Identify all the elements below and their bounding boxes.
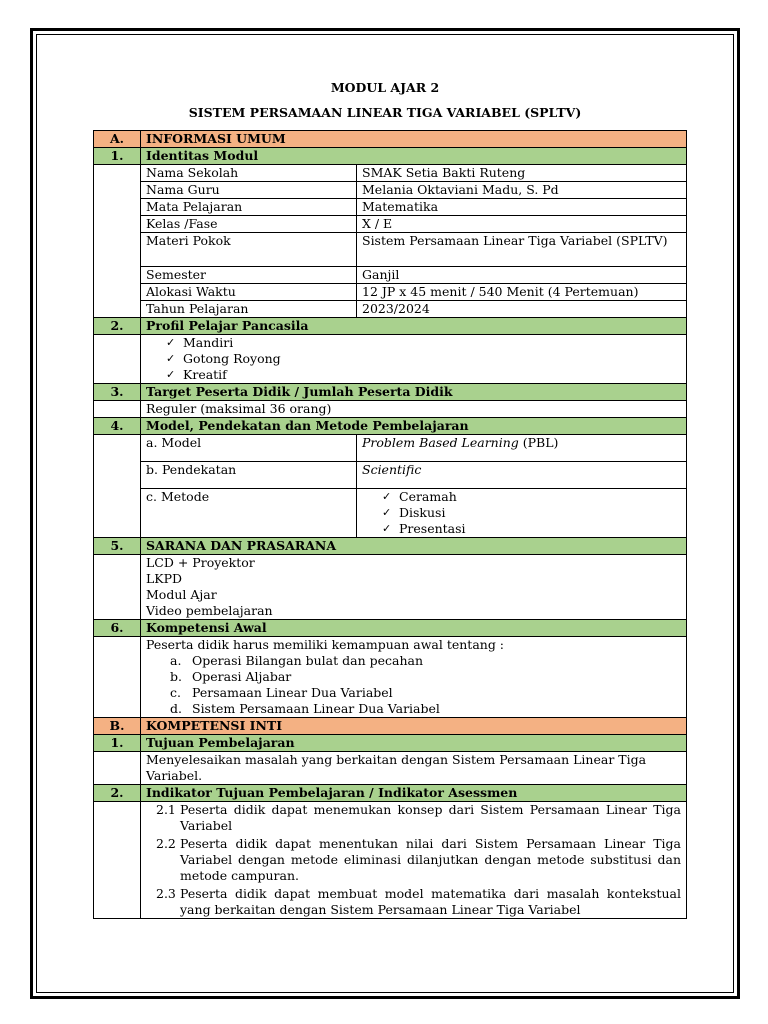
model-row — [94, 435, 687, 462]
subsection-title: Model, Pendekatan dan Metode Pembelajaran — [141, 418, 687, 435]
identitas-row — [94, 233, 687, 267]
profil-header — [94, 318, 687, 335]
list-item: d. Sistem Persamaan Linear Dua Variabel — [170, 701, 440, 716]
subsection-title: Profil Pelajar Pancasila — [141, 318, 687, 335]
indikator-content — [94, 802, 687, 919]
row-value — [357, 435, 687, 462]
subsection-number: 4. — [94, 418, 141, 435]
blank-cell — [94, 401, 141, 418]
subsection-title: Target Peserta Didik / Jumlah Peserta Didik — [141, 384, 687, 401]
row-value: Scientific — [357, 462, 687, 489]
module-subtitle: SISTEM PERSAMAAN LINEAR TIGA VARIABEL (SPLTV) — [188, 105, 582, 120]
identitas-row — [94, 301, 687, 318]
row-label: Kelas /Fase — [141, 216, 357, 233]
sarana-content — [94, 555, 687, 620]
subsection-title: Identitas Modul — [141, 148, 687, 165]
list-item: 2.2 Peserta didik dapat menentukan nilai dari Sistem Persamaan Linear Tiga Variabel dengan metode eliminasi dilanjutkan dengan metode substitusi dan metode campuran. — [156, 836, 681, 883]
sarana-header — [94, 538, 687, 555]
row-value: Ganjil — [357, 267, 687, 284]
indikator-header — [94, 785, 687, 802]
section-a-header — [94, 131, 687, 148]
blank-cell — [94, 752, 141, 785]
subsection-number: 5. — [94, 538, 141, 555]
target-text: Reguler (maksimal 36 orang) — [141, 401, 687, 418]
tujuan-content — [94, 752, 687, 785]
row-label: Tahun Pelajaran — [141, 301, 357, 318]
list-item: a. Operasi Bilangan bulat dan pecahan — [170, 653, 424, 668]
identitas-row — [94, 182, 687, 199]
row-value: 12 JP x 45 menit / 540 Menit (4 Pertemuan) — [357, 284, 687, 301]
blank-cell — [94, 555, 141, 620]
row-value: Matematika — [357, 199, 687, 216]
list-item: c. Persamaan Linear Dua Variabel — [170, 685, 393, 700]
list-item: ✓ Presentasi — [382, 521, 681, 537]
blank-cell — [94, 165, 141, 318]
subsection-title: Kompetensi Awal — [141, 620, 687, 637]
list-item: ✓ Gotong Royong — [166, 351, 681, 367]
row-label: Materi Pokok — [141, 233, 357, 267]
row-label: Nama Sekolah — [141, 165, 357, 182]
intro-text: Peserta didik harus memiliki kemampuan awal tentang : — [146, 637, 505, 652]
tujuan-text: Menyelesaikan masalah yang berkaitan dengan Sistem Persamaan Linear Tiga Variabel. — [141, 752, 687, 785]
indikator-list — [146, 802, 681, 918]
module-title: MODUL AJAR 2 — [330, 80, 440, 95]
list-item: 2.1 Peserta didik dapat menemukan konsep dari Sistem Persamaan Linear Tiga Variabel — [156, 802, 681, 833]
list-item: ✓ Mandiri — [166, 335, 681, 351]
subsection-title: Tujuan Pembelajaran — [141, 735, 687, 752]
pendekatan-row — [94, 462, 687, 489]
subsection-number: 3. — [94, 384, 141, 401]
identitas-header — [94, 148, 687, 165]
kompetensi-awal-header — [94, 620, 687, 637]
row-label: Nama Guru — [141, 182, 357, 199]
list-item: LCD + Proyektor — [146, 555, 255, 570]
list-item: ✓ Kreatif — [166, 367, 681, 383]
kompetensi-list — [146, 653, 681, 717]
section-number: A. — [94, 131, 141, 148]
subsection-number: 2. — [94, 785, 141, 802]
row-value: 2023/2024 — [357, 301, 687, 318]
list-item: b. Operasi Aljabar — [170, 669, 292, 684]
tujuan-header — [94, 735, 687, 752]
list-item: ✓ Diskusi — [382, 505, 681, 521]
blank-cell — [94, 335, 141, 384]
subsection-title: Indikator Tujuan Pembelajaran / Indikator Asessmen — [141, 785, 687, 802]
row-value: Melania Oktaviani Madu, S. Pd — [357, 182, 687, 199]
row-label: b. Pendekatan — [141, 462, 357, 489]
row-label: Mata Pelajaran — [141, 199, 357, 216]
list-item: ✓ Ceramah — [382, 489, 681, 505]
blank-cell — [94, 435, 141, 538]
blank-cell — [94, 802, 141, 919]
profil-content — [94, 335, 687, 384]
metode-row — [94, 489, 687, 538]
model-name: Problem Based Learning — [362, 435, 519, 450]
list-item: Modul Ajar — [146, 587, 217, 602]
row-label: Semester — [141, 267, 357, 284]
target-content — [94, 401, 687, 418]
identitas-row — [94, 165, 687, 182]
model-abbrev: (PBL) — [518, 435, 559, 450]
profil-list — [146, 335, 681, 383]
row-label: c. Metode — [141, 489, 357, 538]
row-label: Alokasi Waktu — [141, 284, 357, 301]
kompetensi-awal-content — [94, 637, 687, 718]
subsection-number: 2. — [94, 318, 141, 335]
row-value: SMAK Setia Bakti Ruteng — [357, 165, 687, 182]
subsection-number: 1. — [94, 148, 141, 165]
model-header — [94, 418, 687, 435]
section-title: KOMPETENSI INTI — [141, 718, 687, 735]
module-table — [93, 130, 687, 919]
metode-list — [362, 489, 681, 537]
section-b-header — [94, 718, 687, 735]
identitas-row — [94, 284, 687, 301]
section-title: INFORMASI UMUM — [141, 131, 687, 148]
row-label: a. Model — [141, 435, 357, 462]
identitas-row — [94, 199, 687, 216]
target-header — [94, 384, 687, 401]
list-item: LKPD — [146, 571, 183, 586]
row-value: Sistem Persamaan Linear Tiga Variabel (SPLTV) — [357, 233, 687, 267]
list-item: 2.3 Peserta didik dapat membuat model matematika dari masalah kontekstual yang berkaitan dengan Sistem Persamaan Linear Tiga Variabel — [156, 886, 681, 917]
identitas-row — [94, 216, 687, 233]
subsection-number: 1. — [94, 735, 141, 752]
row-value: X / E — [357, 216, 687, 233]
identitas-row — [94, 267, 687, 284]
section-number: B. — [94, 718, 141, 735]
subsection-title: SARANA DAN PRASARANA — [141, 538, 687, 555]
blank-cell — [94, 637, 141, 718]
subsection-number: 6. — [94, 620, 141, 637]
list-item: Video pembelajaran — [146, 603, 273, 618]
